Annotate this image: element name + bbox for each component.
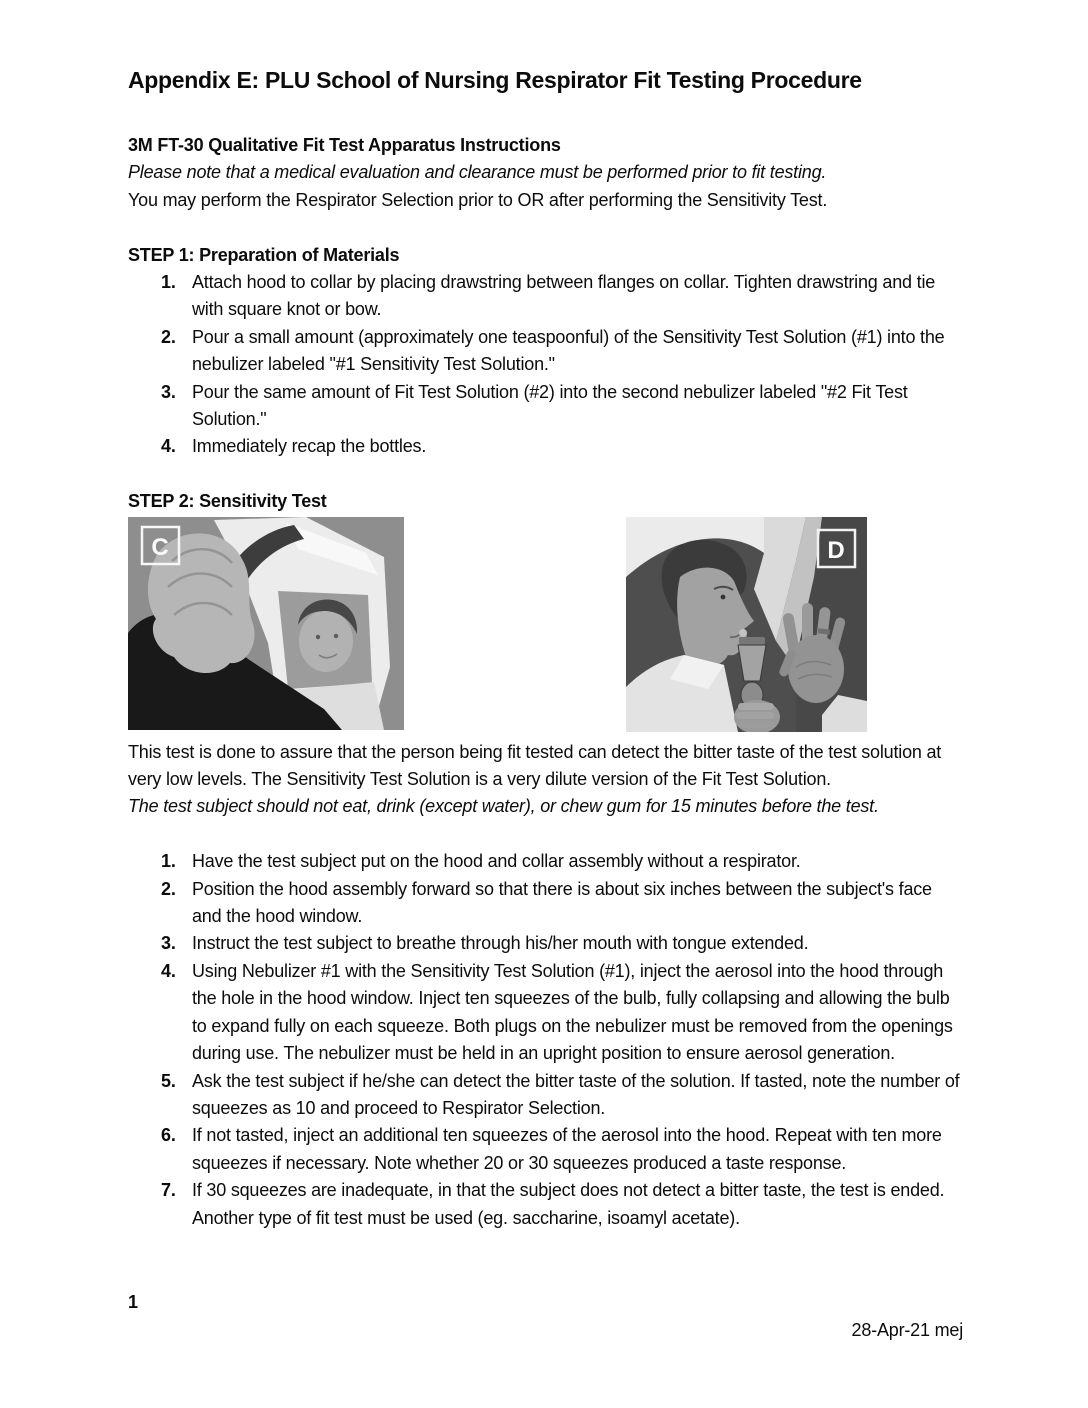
- figure-d-label-text: D: [827, 536, 845, 564]
- revision-date-stamp: 28-Apr-21 mej: [851, 1320, 963, 1340]
- step1-list: [128, 269, 963, 461]
- apparatus-subtitle: 3M FT-30 Qualitative Fit Test Apparatus Instructions: [128, 135, 561, 155]
- step2-item-5: Ask the test subject if he/she can detect the bitter taste of the solution. If tasted, note the number of squeezes as 10 and proceed to Respirator Selection.: [192, 1070, 960, 1118]
- step2-item-1: Have the test subject put on the hood and collar assembly without a respirator.: [192, 851, 801, 872]
- subject-restriction-note: The test subject should not eat, drink (except water), or chew gum for 15 minutes before the test.: [128, 796, 879, 817]
- figure-row: [128, 517, 963, 732]
- step2-item-6: If not tasted, inject an additional ten squeezes of the aerosol into the hood. Repeat with ten more squeezes if necessary. Note whether 20 or 30 squeezes produced a taste response.: [192, 1125, 942, 1173]
- page-title: Appendix E: PLU School of Nursing Respirator Fit Testing Procedure: [128, 67, 862, 93]
- selection-order-note: You may perform the Respirator Selection prior to OR after performing the Sensitivity Test.: [128, 189, 828, 210]
- page-content: [128, 64, 963, 1232]
- step1-item-3: Pour the same amount of Fit Test Solution (#2) into the second nebulizer labeled "#2 Fit Test Solution.": [192, 381, 908, 430]
- step1-item-4: Immediately recap the bottles.: [192, 436, 427, 457]
- step1-item-1: Attach hood to collar by placing drawstring between flanges on collar. Tighten drawstring and tie with square knot or bow.: [192, 272, 936, 320]
- page-number: 1: [128, 1292, 139, 1312]
- photo-d-nebulizer-squeeze: [626, 517, 867, 732]
- step2-list: [128, 848, 963, 1232]
- medical-clearance-note: Please note that a medical evaluation and clearance must be performed prior to fit testing.: [128, 162, 827, 183]
- figure-d: [626, 517, 867, 732]
- step2-heading: STEP 2: Sensitivity Test: [128, 491, 327, 512]
- step1-item-2: Pour a small amount (approximately one teaspoonful) of the Sensitivity Test Solution (#1) into the nebulizer labeled "#1 Sensitivity Test Solution.": [192, 326, 945, 375]
- step2-item-3: Instruct the test subject to breathe through his/her mouth with tongue extended.: [192, 933, 809, 954]
- sensitivity-test-description: This test is done to assure that the person being fit tested can detect the bitter taste of the test solution at very low levels. The Sensitivity Test Solution is a very dilute version of the Fit Test Solution.: [128, 741, 942, 790]
- step2-item-4: Using Nebulizer #1 with the Sensitivity Test Solution (#1), inject the aerosol into the hood through the hole in the hood window. Inject ten squeezes of the bulb, fully collapsing and allowing the bulb to expand fully on each squeeze. Both plugs on the nebulizer must be removed from the openings during use. The nebulizer must be held in an upright position to ensure aerosol generation.: [192, 960, 953, 1064]
- step2-item-7: If 30 squeezes are inadequate, in that the subject does not detect a bitter taste, the test is ended. Another type of fit test must be used (eg. saccharine, isoamyl acetate).: [192, 1180, 945, 1228]
- step1-heading: STEP 1: Preparation of Materials: [128, 244, 400, 265]
- photo-c-hood-placement: [128, 517, 404, 730]
- step2-item-2: Position the hood assembly forward so that there is about six inches between the subject's face and the hood window.: [192, 878, 932, 927]
- figure-c-label-text: C: [151, 533, 169, 561]
- figure-c: [128, 517, 404, 730]
